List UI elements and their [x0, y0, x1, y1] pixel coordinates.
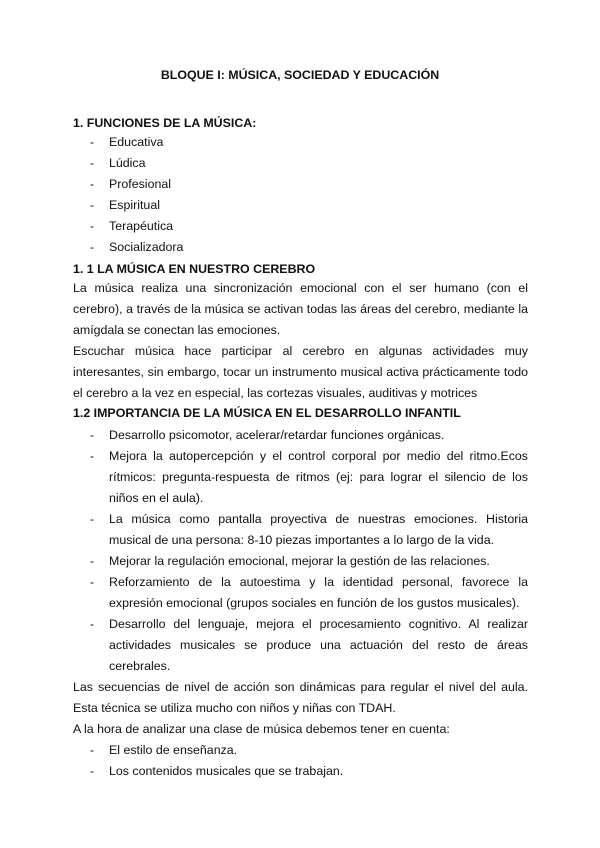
list-item: Desarrollo psicomotor, acelerar/retardar funciones orgánicas. — [109, 428, 445, 442]
list-item: Los contenidos musicales que se trabajan. — [109, 764, 344, 778]
section-1-1-heading: 1. 1 LA MÚSICA EN NUESTRO CEREBRO — [73, 262, 316, 276]
list-item: Reforzamiento de la autoestima y la identidad personal, favorece la expresión emocional (grupos sociales en función de los gustos musicales). — [109, 575, 528, 610]
bullet-dash: - — [90, 512, 95, 526]
list-item: La música como pantalla proyectiva de nuestras emociones. Historia musical de una persona: 8-10 piezas importantes a lo largo de la vida. — [109, 512, 528, 547]
list-item: Terapéutica — [109, 219, 174, 233]
section-1-heading: 1. FUNCIONES DE LA MÚSICA: — [73, 116, 257, 130]
list-item: Educativa — [109, 135, 164, 149]
bullet-dash: - — [90, 449, 95, 463]
paragraph: A la hora de analizar una clase de música debemos tener en cuenta: — [73, 722, 450, 736]
list-item: Profesional — [109, 177, 171, 191]
document-title: BLOQUE I: MÚSICA, SOCIEDAD Y EDUCACIÓN — [160, 68, 440, 82]
list-item: Socializadora — [109, 240, 184, 254]
list-item: Desarrollo del lenguaje, mejora el procesamiento cognitivo. Al realizar actividades musicales se produce una actuación del resto de áreas cerebrales. — [109, 617, 528, 673]
bullet-dash: - — [90, 575, 95, 589]
list-item: Mejorar la regulación emocional, mejorar la gestión de las relaciones. — [109, 554, 490, 568]
list-item: Espiritual — [109, 198, 160, 212]
section-1-2-heading: 1.2 IMPORTANCIA DE LA MÚSICA EN EL DESARROLLO INFANTIL — [73, 406, 461, 420]
bullet-dash: - — [90, 177, 95, 191]
list-item: Lúdica — [109, 156, 146, 170]
bullet-dash: - — [90, 428, 95, 442]
bullet-dash: - — [90, 554, 95, 568]
paragraph: Escuchar música hace participar al cerebro en algunas actividades muy interesantes, sin embargo, tocar un instrumento musical activa prácticamente todo el cerebro a la vez en especial, las cortezas visuales, auditivas y motrices — [73, 344, 528, 400]
bullet-dash: - — [90, 764, 95, 778]
paragraph: Las secuencias de nivel de acción son dinámicas para regular el nivel del aula. Esta técnica se utiliza mucho con niños y niñas con TDAH. — [73, 680, 528, 715]
bullet-dash: - — [90, 617, 95, 631]
list-item: Mejora la autopercepción y el control corporal por medio del ritmo.Ecos rítmicos: pregunta-respuesta de ritmos (ej: para lograr el silencio de los niños en el aula). — [109, 449, 528, 505]
paragraph: La música realiza una sincronización emocional con el ser humano (con el cerebro), a través de la música se activan todas las áreas del cerebro, mediante la amígdala se conectan las emociones. — [73, 281, 528, 337]
bullet-dash: - — [90, 743, 95, 757]
bullet-dash: - — [90, 219, 95, 233]
bullet-dash: - — [90, 240, 95, 254]
bullet-dash: - — [90, 156, 95, 170]
bullet-dash: - — [90, 135, 95, 149]
bullet-dash: - — [90, 198, 95, 212]
list-item: El estilo de enseñanza. — [109, 743, 238, 757]
